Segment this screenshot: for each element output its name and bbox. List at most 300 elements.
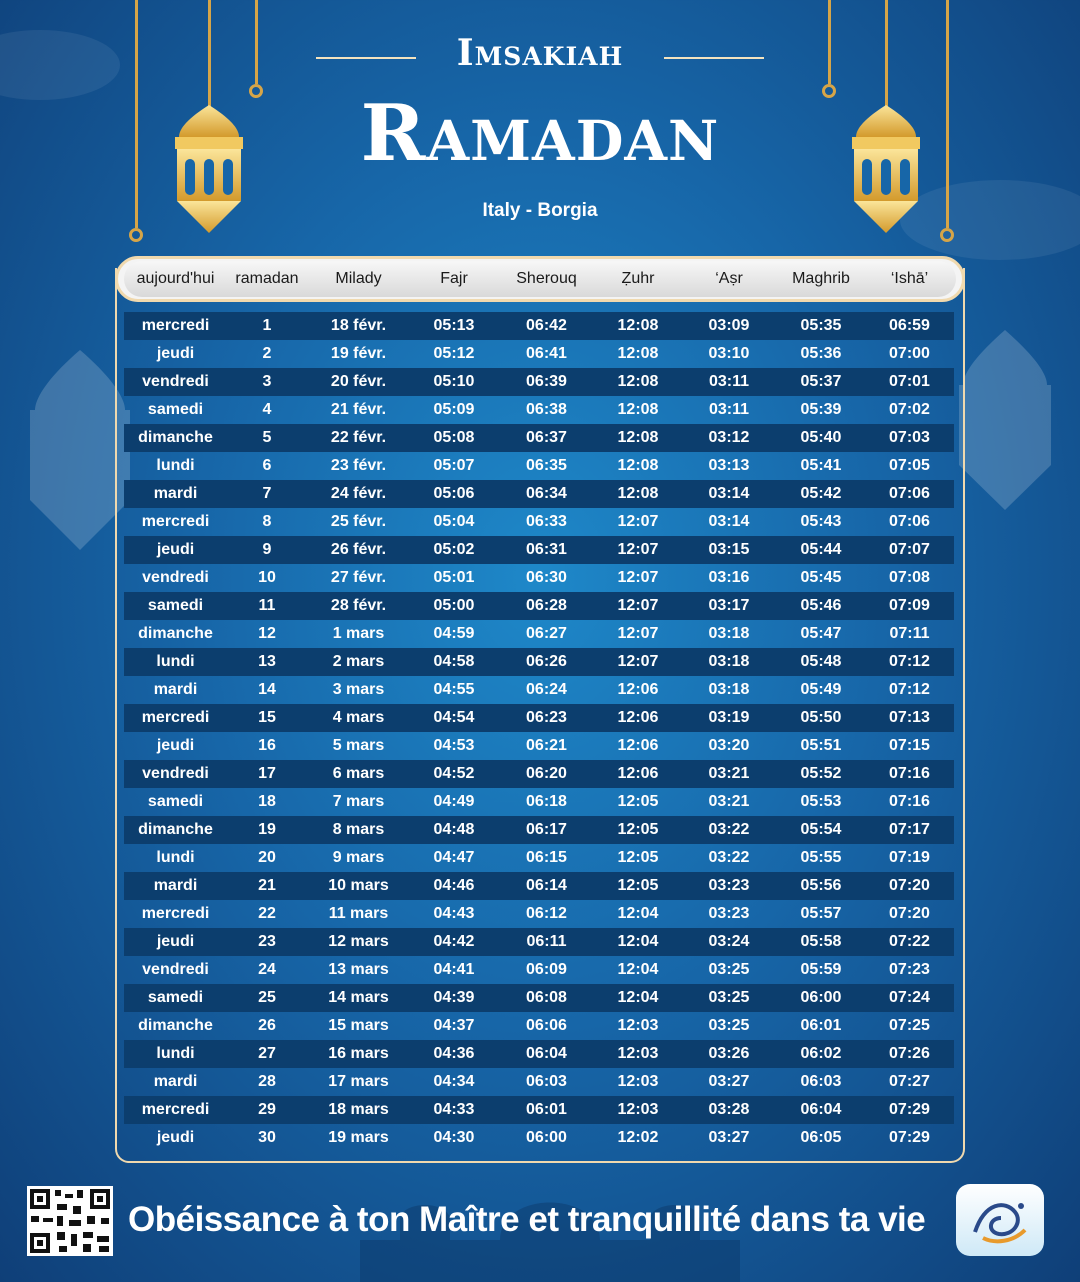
cell-asr: 03:17 — [708, 597, 750, 614]
cell-maghrib: 05:44 — [800, 541, 842, 558]
cell-isha: 07:07 — [889, 541, 930, 558]
cell-asr: 03:24 — [708, 933, 750, 950]
cell-isha: 07:12 — [889, 681, 930, 698]
cell-fajr: 04:37 — [433, 1017, 475, 1034]
cell-fajr: 04:46 — [433, 877, 475, 894]
table-row — [124, 592, 954, 620]
cell-ramadan-day: 9 — [262, 541, 272, 558]
cell-fajr: 05:00 — [433, 597, 475, 614]
cell-fajr: 04:34 — [433, 1073, 475, 1090]
cell-today: mercredi — [141, 709, 210, 726]
cell-zuhr: 12:03 — [617, 1101, 659, 1118]
cell-isha: 07:05 — [889, 457, 930, 474]
cell-sherouq: 06:00 — [526, 1129, 567, 1146]
cell-ramadan-day: 27 — [258, 1045, 276, 1062]
cell-asr: 03:25 — [708, 989, 750, 1006]
cell-isha: 07:12 — [889, 653, 930, 670]
cell-gregorian-date: 8 mars — [332, 821, 385, 838]
cell-fajr: 04:48 — [433, 821, 475, 838]
cell-ramadan-day: 25 — [258, 989, 276, 1006]
cell-fajr: 04:59 — [433, 625, 475, 642]
cell-maghrib: 05:40 — [800, 429, 842, 446]
cell-gregorian-date: 15 mars — [328, 1017, 389, 1034]
cell-fajr: 04:49 — [433, 793, 475, 810]
cell-ramadan-day: 5 — [262, 429, 272, 446]
table-row — [124, 424, 954, 452]
cell-maghrib: 05:47 — [800, 625, 842, 642]
column-header-maghrib: Maghrib — [792, 270, 850, 287]
cell-sherouq: 06:11 — [526, 933, 567, 950]
cell-maghrib: 05:46 — [800, 597, 842, 614]
cell-today: vendredi — [142, 765, 209, 782]
cell-isha: 07:23 — [889, 961, 930, 978]
cell-gregorian-date: 28 févr. — [330, 597, 387, 614]
table-row — [124, 1040, 954, 1068]
cell-zuhr: 12:03 — [617, 1045, 659, 1062]
cell-asr: 03:25 — [708, 1017, 750, 1034]
cell-asr: 03:13 — [708, 457, 750, 474]
cell-isha: 07:00 — [889, 345, 930, 362]
cell-sherouq: 06:15 — [526, 849, 567, 866]
cell-asr: 03:27 — [708, 1129, 750, 1146]
cell-zuhr: 12:04 — [617, 989, 659, 1006]
cell-fajr: 04:43 — [433, 905, 475, 922]
cell-ramadan-day: 16 — [258, 737, 276, 754]
cell-zuhr: 12:06 — [617, 709, 659, 726]
cell-fajr: 05:01 — [433, 569, 475, 586]
cell-asr: 03:15 — [708, 541, 750, 558]
cell-sherouq: 06:03 — [526, 1073, 567, 1090]
cell-maghrib: 06:03 — [800, 1073, 842, 1090]
cell-gregorian-date: 2 mars — [332, 653, 385, 670]
cell-zuhr: 12:03 — [617, 1017, 659, 1034]
table-row — [124, 760, 954, 788]
cell-ramadan-day: 8 — [262, 513, 272, 530]
table-row — [124, 620, 954, 648]
cell-ramadan-day: 12 — [258, 625, 276, 642]
cell-fajr: 05:12 — [433, 345, 475, 362]
cell-gregorian-date: 23 févr. — [330, 457, 387, 474]
table-row — [124, 340, 954, 368]
cell-sherouq: 06:31 — [526, 541, 567, 558]
cell-gregorian-date: 19 févr. — [330, 345, 387, 362]
cell-today: lundi — [156, 653, 195, 670]
cell-maghrib: 05:51 — [800, 737, 842, 754]
cell-asr: 03:10 — [708, 345, 750, 362]
cell-isha: 07:13 — [889, 709, 930, 726]
table-row — [124, 536, 954, 564]
cell-fajr: 04:42 — [433, 933, 475, 950]
cell-fajr: 04:39 — [433, 989, 475, 1006]
cell-sherouq: 06:12 — [526, 905, 567, 922]
column-header-fajr: Fajr — [440, 270, 468, 287]
table-row — [124, 816, 954, 844]
cell-fajr: 05:10 — [433, 373, 475, 390]
cell-ramadan-day: 18 — [258, 793, 276, 810]
cell-zuhr: 12:05 — [617, 849, 659, 866]
cell-asr: 03:11 — [708, 373, 750, 390]
cell-maghrib: 05:56 — [800, 877, 842, 894]
cell-asr: 03:27 — [708, 1073, 750, 1090]
table-row — [124, 452, 954, 480]
column-header-ramadan-day: ramadan — [235, 270, 299, 287]
cell-gregorian-date: 18 févr. — [330, 317, 387, 334]
cell-fajr: 04:47 — [433, 849, 475, 866]
cell-sherouq: 06:35 — [526, 457, 567, 474]
cell-asr: 03:23 — [708, 877, 750, 894]
cell-sherouq: 06:04 — [526, 1045, 567, 1062]
cell-today: dimanche — [138, 625, 213, 642]
cell-today: samedi — [147, 793, 204, 810]
cell-zuhr: 12:07 — [617, 513, 659, 530]
cell-zuhr: 12:07 — [617, 597, 659, 614]
cell-maghrib: 06:00 — [800, 989, 842, 1006]
cell-sherouq: 06:24 — [526, 681, 567, 698]
cell-zuhr: 12:05 — [617, 877, 659, 894]
cell-zuhr: 12:08 — [617, 485, 659, 502]
table-row — [124, 508, 954, 536]
cell-isha: 07:17 — [889, 821, 930, 838]
cell-ramadan-day: 28 — [258, 1073, 276, 1090]
cell-gregorian-date: 22 févr. — [330, 429, 387, 446]
cell-ramadan-day: 7 — [262, 485, 272, 502]
cell-ramadan-day: 2 — [262, 345, 272, 362]
cell-sherouq: 06:34 — [526, 485, 567, 502]
cell-today: mardi — [153, 485, 198, 502]
cell-ramadan-day: 23 — [258, 933, 276, 950]
cell-sherouq: 06:42 — [526, 317, 567, 334]
location-label: Italy - Borgia — [482, 200, 598, 221]
column-header-gregorian-date: Milady — [335, 270, 382, 287]
cell-today: dimanche — [138, 821, 213, 838]
cell-gregorian-date: 7 mars — [332, 793, 385, 810]
table-row — [124, 704, 954, 732]
cell-fajr: 04:53 — [433, 737, 475, 754]
cell-isha: 07:16 — [889, 765, 930, 782]
cell-zuhr: 12:07 — [617, 653, 659, 670]
cell-isha: 07:26 — [889, 1045, 930, 1062]
cell-asr: 03:25 — [708, 961, 750, 978]
cell-maghrib: 05:39 — [800, 401, 842, 418]
cell-today: vendredi — [142, 961, 209, 978]
cell-ramadan-day: 6 — [262, 457, 272, 474]
table-row — [124, 844, 954, 872]
cell-asr: 03:21 — [708, 765, 750, 782]
cell-asr: 03:16 — [708, 569, 750, 586]
table-row — [124, 1096, 954, 1124]
app-logo-glyph-icon — [965, 1192, 1035, 1248]
cell-sherouq: 06:38 — [526, 401, 567, 418]
cell-ramadan-day: 30 — [258, 1129, 276, 1146]
table-row — [124, 732, 954, 760]
table-row — [124, 676, 954, 704]
footer-slogan: Obéissance à ton Maître et tranquillité dans ta vie — [128, 1200, 926, 1239]
cell-ramadan-day: 10 — [258, 569, 276, 586]
cell-today: jeudi — [156, 737, 195, 754]
cell-maghrib: 05:42 — [800, 485, 842, 502]
cell-gregorian-date: 13 mars — [328, 961, 389, 978]
cell-sherouq: 06:28 — [526, 597, 567, 614]
cell-gregorian-date: 18 mars — [328, 1101, 389, 1118]
cell-sherouq: 06:37 — [526, 429, 567, 446]
cell-maghrib: 05:57 — [800, 905, 842, 922]
cell-today: mercredi — [141, 905, 210, 922]
cell-maghrib: 06:04 — [800, 1101, 842, 1118]
cell-sherouq: 06:09 — [526, 961, 567, 978]
cell-today: lundi — [156, 849, 195, 866]
cell-ramadan-day: 26 — [258, 1017, 276, 1034]
table-row — [124, 396, 954, 424]
cell-fajr: 04:36 — [433, 1045, 475, 1062]
cell-sherouq: 06:21 — [526, 737, 567, 754]
cell-sherouq: 06:41 — [526, 345, 567, 362]
cell-today: mercredi — [141, 513, 210, 530]
table-row — [124, 312, 954, 340]
table-row — [124, 956, 954, 984]
cell-maghrib: 05:36 — [800, 345, 842, 362]
app-logo-icon — [956, 1184, 1044, 1256]
cell-isha: 07:15 — [889, 737, 930, 754]
page-title: Ramadan — [360, 88, 720, 179]
cell-gregorian-date: 10 mars — [328, 877, 389, 894]
cell-today: dimanche — [138, 429, 213, 446]
cell-sherouq: 06:18 — [526, 793, 567, 810]
cell-isha: 07:03 — [889, 429, 930, 446]
cell-gregorian-date: 16 mars — [328, 1045, 389, 1062]
cell-fajr: 05:08 — [433, 429, 475, 446]
cell-gregorian-date: 19 mars — [328, 1129, 389, 1146]
cell-today: jeudi — [156, 541, 195, 558]
cell-isha: 06:59 — [889, 317, 930, 334]
column-header-isha: ‘Ishā’ — [890, 270, 929, 287]
cell-asr: 03:23 — [708, 905, 750, 922]
cell-zuhr: 12:08 — [617, 401, 659, 418]
cell-sherouq: 06:39 — [526, 373, 567, 390]
cell-gregorian-date: 27 févr. — [330, 569, 387, 586]
cell-maghrib: 05:41 — [800, 457, 842, 474]
cell-ramadan-day: 17 — [258, 765, 276, 782]
cell-gregorian-date: 3 mars — [332, 681, 385, 698]
cell-asr: 03:11 — [708, 401, 750, 418]
cell-zuhr: 12:04 — [617, 961, 659, 978]
cell-asr: 03:20 — [708, 737, 750, 754]
cell-ramadan-day: 4 — [262, 401, 272, 418]
cell-zuhr: 12:06 — [617, 681, 659, 698]
cell-isha: 07:01 — [889, 373, 930, 390]
cell-isha: 07:20 — [889, 877, 930, 894]
cell-ramadan-day: 11 — [258, 597, 276, 614]
table-row — [124, 788, 954, 816]
page-subtitle: Imsakiah — [456, 32, 624, 74]
cell-maghrib: 05:48 — [800, 653, 842, 670]
cell-fajr: 05:09 — [433, 401, 475, 418]
cell-maghrib: 06:02 — [800, 1045, 842, 1062]
cell-today: lundi — [156, 457, 195, 474]
cell-maghrib: 05:37 — [800, 373, 842, 390]
table-row — [124, 1068, 954, 1096]
table-row — [124, 872, 954, 900]
cell-zuhr: 12:07 — [617, 569, 659, 586]
lantern-ring — [940, 228, 954, 242]
table-row — [124, 564, 954, 592]
cell-asr: 03:09 — [708, 317, 750, 334]
cell-fajr: 05:06 — [433, 485, 475, 502]
cell-ramadan-day: 20 — [258, 849, 276, 866]
cell-fajr: 05:02 — [433, 541, 475, 558]
cell-fajr: 04:54 — [433, 709, 475, 726]
lantern-ring — [129, 228, 143, 242]
cell-gregorian-date: 6 mars — [332, 765, 385, 782]
cell-gregorian-date: 24 févr. — [330, 485, 387, 502]
cell-isha: 07:25 — [889, 1017, 930, 1034]
cell-asr: 03:22 — [708, 849, 750, 866]
cell-zuhr: 12:04 — [617, 933, 659, 950]
cell-asr: 03:12 — [708, 429, 750, 446]
cell-zuhr: 12:08 — [617, 317, 659, 334]
cell-isha: 07:29 — [889, 1129, 930, 1146]
cell-isha: 07:29 — [889, 1101, 930, 1118]
table-row — [124, 1124, 954, 1152]
cell-zuhr: 12:05 — [617, 821, 659, 838]
cell-sherouq: 06:23 — [526, 709, 567, 726]
cell-today: samedi — [147, 989, 204, 1006]
table-header — [115, 256, 965, 302]
cell-isha: 07:08 — [889, 569, 930, 586]
table-row — [124, 648, 954, 676]
qr-code-icon — [27, 1186, 113, 1256]
cell-sherouq: 06:33 — [526, 513, 567, 530]
cell-zuhr: 12:03 — [617, 1073, 659, 1090]
cell-today: vendredi — [142, 373, 209, 390]
cell-maghrib: 05:52 — [800, 765, 842, 782]
cell-isha: 07:11 — [889, 625, 930, 642]
cell-ramadan-day: 22 — [258, 905, 276, 922]
cell-maghrib: 05:49 — [800, 681, 842, 698]
cell-zuhr: 12:06 — [617, 765, 659, 782]
cell-gregorian-date: 1 mars — [332, 625, 385, 642]
cell-zuhr: 12:08 — [617, 429, 659, 446]
cell-sherouq: 06:06 — [526, 1017, 567, 1034]
cell-gregorian-date: 9 mars — [332, 849, 385, 866]
cell-gregorian-date: 14 mars — [328, 989, 389, 1006]
cell-fajr: 04:33 — [433, 1101, 475, 1118]
cell-sherouq: 06:17 — [526, 821, 567, 838]
cell-asr: 03:22 — [708, 821, 750, 838]
cell-asr: 03:18 — [708, 625, 750, 642]
cell-today: jeudi — [156, 1129, 195, 1146]
cell-fajr: 04:58 — [433, 653, 475, 670]
cell-asr: 03:18 — [708, 653, 750, 670]
cell-asr: 03:28 — [708, 1101, 750, 1118]
cell-maghrib: 06:05 — [800, 1129, 842, 1146]
cell-isha: 07:22 — [889, 933, 930, 950]
cell-ramadan-day: 3 — [262, 373, 272, 390]
cell-today: jeudi — [156, 933, 195, 950]
cell-zuhr: 12:02 — [617, 1129, 659, 1146]
cell-asr: 03:14 — [708, 513, 750, 530]
column-header-sherouq: Sherouq — [516, 270, 577, 287]
cell-fajr: 04:55 — [433, 681, 475, 698]
cell-today: samedi — [147, 401, 204, 418]
cell-zuhr: 12:04 — [617, 905, 659, 922]
cell-zuhr: 12:07 — [617, 541, 659, 558]
table-row — [124, 928, 954, 956]
cell-isha: 07:20 — [889, 905, 930, 922]
cell-isha: 07:06 — [889, 485, 930, 502]
cell-asr: 03:14 — [708, 485, 750, 502]
cell-gregorian-date: 26 févr. — [330, 541, 387, 558]
cell-isha: 07:27 — [889, 1073, 930, 1090]
cell-isha: 07:09 — [889, 597, 930, 614]
cell-isha: 07:06 — [889, 513, 930, 530]
cell-ramadan-day: 15 — [258, 709, 276, 726]
cell-gregorian-date: 11 mars — [328, 905, 389, 922]
column-header-asr: ‘Aṣr — [715, 270, 743, 287]
column-header-today: aujourd'hui — [136, 270, 215, 287]
cell-maghrib: 05:55 — [800, 849, 842, 866]
cell-sherouq: 06:30 — [526, 569, 567, 586]
cell-maghrib: 05:53 — [800, 793, 842, 810]
cell-zuhr: 12:05 — [617, 793, 659, 810]
cell-ramadan-day: 24 — [258, 961, 276, 978]
cell-maghrib: 05:45 — [800, 569, 842, 586]
cell-gregorian-date: 4 mars — [332, 709, 385, 726]
background-lantern-icon — [955, 330, 1055, 510]
cell-asr: 03:18 — [708, 681, 750, 698]
cell-isha: 07:24 — [889, 989, 930, 1006]
cell-zuhr: 12:08 — [617, 373, 659, 390]
cell-gregorian-date: 12 mars — [328, 933, 389, 950]
cell-fajr: 05:13 — [433, 317, 475, 334]
cell-zuhr: 12:08 — [617, 345, 659, 362]
cell-zuhr: 12:07 — [617, 625, 659, 642]
table-row — [124, 900, 954, 928]
cell-gregorian-date: 17 mars — [328, 1073, 389, 1090]
cell-asr: 03:19 — [708, 709, 750, 726]
cell-today: samedi — [147, 597, 204, 614]
cell-sherouq: 06:08 — [526, 989, 567, 1006]
cell-maghrib: 05:50 — [800, 709, 842, 726]
cell-maghrib: 05:59 — [800, 961, 842, 978]
cell-sherouq: 06:14 — [526, 877, 567, 894]
cell-sherouq: 06:20 — [526, 765, 567, 782]
cell-isha: 07:16 — [889, 793, 930, 810]
cell-maghrib: 05:54 — [800, 821, 842, 838]
cell-maghrib: 05:58 — [800, 933, 842, 950]
cell-ramadan-day: 13 — [258, 653, 276, 670]
cell-fajr: 04:41 — [433, 961, 475, 978]
table-row — [124, 480, 954, 508]
cell-ramadan-day: 1 — [262, 317, 272, 334]
cell-ramadan-day: 14 — [258, 681, 276, 698]
cell-today: mercredi — [141, 317, 210, 334]
cell-isha: 07:19 — [889, 849, 930, 866]
cell-fajr: 04:30 — [433, 1129, 475, 1146]
cell-isha: 07:02 — [889, 401, 930, 418]
table-row — [124, 984, 954, 1012]
cell-today: mardi — [153, 681, 198, 698]
cell-today: vendredi — [142, 569, 209, 586]
cell-fajr: 05:07 — [433, 457, 475, 474]
cell-maghrib: 05:43 — [800, 513, 842, 530]
column-header-zuhr: Ẓuhr — [621, 270, 655, 287]
cell-maghrib: 05:35 — [800, 317, 842, 334]
cell-gregorian-date: 25 févr. — [330, 513, 387, 530]
cell-today: jeudi — [156, 345, 195, 362]
cell-today: mardi — [153, 1073, 198, 1090]
cell-asr: 03:26 — [708, 1045, 750, 1062]
cell-today: lundi — [156, 1045, 195, 1062]
